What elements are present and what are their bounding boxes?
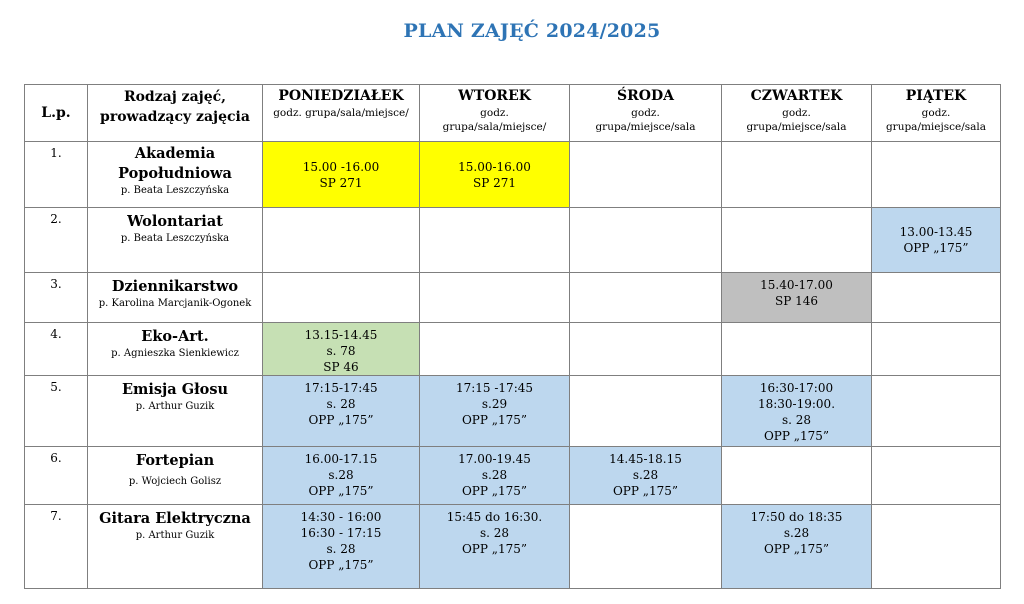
slot-tuesday (420, 447, 570, 505)
slot-line: s. 28 (326, 542, 356, 556)
slot-friday (872, 273, 1001, 323)
day-sub: grupa/miejsce/sala (595, 121, 696, 133)
row-number: 4. (25, 323, 88, 376)
slot-wednesday (570, 376, 722, 447)
slot-thursday (722, 505, 872, 589)
row-number: 5. (25, 376, 88, 447)
schedule-table (24, 84, 1001, 589)
activity-name: Fortepian (135, 452, 215, 469)
slot-monday (263, 208, 420, 273)
page-title: PLAN ZAJĘĆ 2024/2025 (403, 20, 661, 42)
day-sub: godz. (480, 107, 509, 119)
header-activity (88, 85, 263, 142)
slot-tuesday (420, 142, 570, 208)
slot-friday (872, 505, 1001, 589)
day-sub: godz. (782, 107, 811, 119)
slot-line: 15.40-17.00 (760, 278, 833, 292)
activity-cell (88, 208, 263, 273)
slot-line: 14.45-18.15 (609, 452, 682, 466)
activity-leader: p. Beata Leszczyńska (120, 185, 230, 196)
row-number: 3. (25, 273, 88, 323)
slot-line: 17:50 do 18:35 (750, 510, 843, 524)
header-monday (263, 85, 420, 142)
slot-wednesday (570, 505, 722, 589)
slot-line: 17.00-19.45 (458, 452, 531, 466)
slot-line: OPP „175” (461, 484, 528, 498)
slot-wednesday (570, 447, 722, 505)
day-name: PIĄTEK (905, 88, 967, 104)
slot-line: SP 271 (319, 176, 363, 190)
slot-tuesday (420, 376, 570, 447)
slot-thursday (722, 447, 872, 505)
slot-line: 15.00 -16.00 (302, 160, 380, 174)
slot-line: 14:30 - 16:00 (300, 510, 382, 524)
slot-line: 13.15-14.45 (304, 328, 378, 342)
header-tuesday (420, 85, 570, 142)
activity-name: Wolontariat (127, 213, 223, 230)
slot-thursday (722, 273, 872, 323)
slot-friday (872, 208, 1001, 273)
activity-cell (88, 323, 263, 376)
slot-thursday (722, 376, 872, 447)
activity-name: Dziennikarstwo (111, 278, 239, 295)
slot-tuesday (420, 323, 570, 376)
slot-tuesday (420, 273, 570, 323)
table-row (25, 323, 1001, 376)
activity-leader: p. Beata Leszczyńska (120, 233, 230, 244)
slot-line: s.28 (328, 468, 354, 482)
slot-friday (872, 447, 1001, 505)
table-row (25, 273, 1001, 323)
day-name: WTOREK (458, 88, 531, 104)
slot-line: OPP „175” (461, 413, 528, 427)
slot-wednesday (570, 323, 722, 376)
slot-monday (263, 447, 420, 505)
header-thursday (722, 85, 872, 142)
header-friday (872, 85, 1001, 142)
activity-cell (88, 142, 263, 208)
activity-leader: p. Agnieszka Sienkiewicz (111, 348, 239, 359)
row-number: 1. (25, 142, 88, 208)
slot-thursday (722, 208, 872, 273)
slot-line: 15:45 do 16:30. (446, 510, 543, 524)
slot-friday (872, 323, 1001, 376)
day-sub: godz. (921, 107, 951, 119)
slot-wednesday (570, 208, 722, 273)
table-row (25, 376, 1001, 447)
slot-line: OPP „175” (461, 542, 528, 556)
day-name: PONIEDZIAŁEK (278, 88, 404, 104)
activity-cell (88, 447, 263, 505)
day-sub: godz. (631, 107, 660, 119)
slot-line: s.29 (481, 397, 508, 411)
slot-wednesday (570, 142, 722, 208)
activity-leader: p. Arthur Guzik (135, 401, 215, 412)
table-row (25, 208, 1001, 273)
day-sub: grupa/miejsce/sala (746, 121, 847, 133)
header-row (25, 85, 1001, 142)
row-number: 7. (25, 505, 88, 589)
table-row (25, 447, 1001, 505)
slot-line: OPP „175” (763, 429, 830, 443)
slot-line: OPP „175” (763, 542, 830, 556)
slot-line: OPP „175” (903, 241, 969, 255)
slot-line: 17:15 -17:45 (455, 381, 534, 395)
day-sub: grupa/miejsce/sala (885, 121, 987, 133)
day-sub: grupa/sala/miejsce/ (442, 121, 547, 133)
slot-line: s.28 (783, 526, 810, 540)
slot-line: 16:30 - 17:15 (300, 526, 382, 540)
activity-name: Gitara Elektryczna (99, 510, 251, 527)
slot-thursday (722, 323, 872, 376)
slot-line: SP 46 (323, 360, 359, 374)
header-lp: L.p. (25, 85, 88, 142)
activity-cell (88, 273, 263, 323)
header-activity-line2: prowadzący zajęcia (100, 109, 250, 125)
slot-thursday (722, 142, 872, 208)
table-row (25, 505, 1001, 589)
table-row (25, 142, 1001, 208)
slot-wednesday (570, 273, 722, 323)
slot-line: 18:30-19:00. (757, 397, 836, 411)
day-name: CZWARTEK (750, 88, 843, 104)
slot-line: s. 28 (326, 397, 356, 411)
header-activity-line1: Rodzaj zajęć, (123, 89, 227, 105)
slot-line: 17:15-17:45 (304, 381, 378, 395)
activity-leader: p. Arthur Guzik (135, 530, 215, 541)
slot-line: SP 146 (774, 294, 818, 308)
slot-line: 15.00-16.00 (458, 160, 531, 174)
row-number: 2. (25, 208, 88, 273)
slot-line: 16:30-17:00 (759, 381, 834, 395)
slot-line: s. 28 (479, 526, 510, 540)
slot-line: 16.00-17.15 (304, 452, 378, 466)
slot-friday (872, 142, 1001, 208)
slot-monday (263, 376, 420, 447)
slot-tuesday (420, 505, 570, 589)
slot-line: OPP „175” (308, 558, 374, 572)
row-number: 6. (25, 447, 88, 505)
slot-tuesday (420, 208, 570, 273)
slot-line: OPP „175” (308, 413, 374, 427)
slot-line: OPP „175” (308, 484, 374, 498)
activity-leader: p. Wojciech Golisz (128, 476, 222, 487)
slot-line: s.28 (481, 468, 508, 482)
activity-name: Emisja Głosu (121, 381, 229, 398)
activity-leader: p. Karolina Marcjanik-Ogonek (98, 298, 252, 309)
slot-line: SP 271 (472, 176, 516, 190)
slot-line: s. 78 (326, 344, 356, 358)
slot-monday (263, 273, 420, 323)
slot-monday (263, 323, 420, 376)
slot-friday (872, 376, 1001, 447)
activity-name: Eko-Art. (141, 328, 209, 345)
slot-line: 13.00-13.45 (899, 225, 973, 239)
day-sub: godz. grupa/sala/miejsce/ (273, 107, 409, 119)
slot-line: s. 28 (781, 413, 812, 427)
header-wednesday (570, 85, 722, 142)
activity-name: Popołudniowa (118, 165, 232, 182)
activity-name: Akademia (134, 145, 216, 162)
slot-monday (263, 142, 420, 208)
activity-cell (88, 505, 263, 589)
slot-monday (263, 505, 420, 589)
activity-cell (88, 376, 263, 447)
slot-line: OPP „175” (612, 484, 679, 498)
slot-line: s.28 (632, 468, 659, 482)
day-name: ŚRODA (617, 88, 674, 104)
